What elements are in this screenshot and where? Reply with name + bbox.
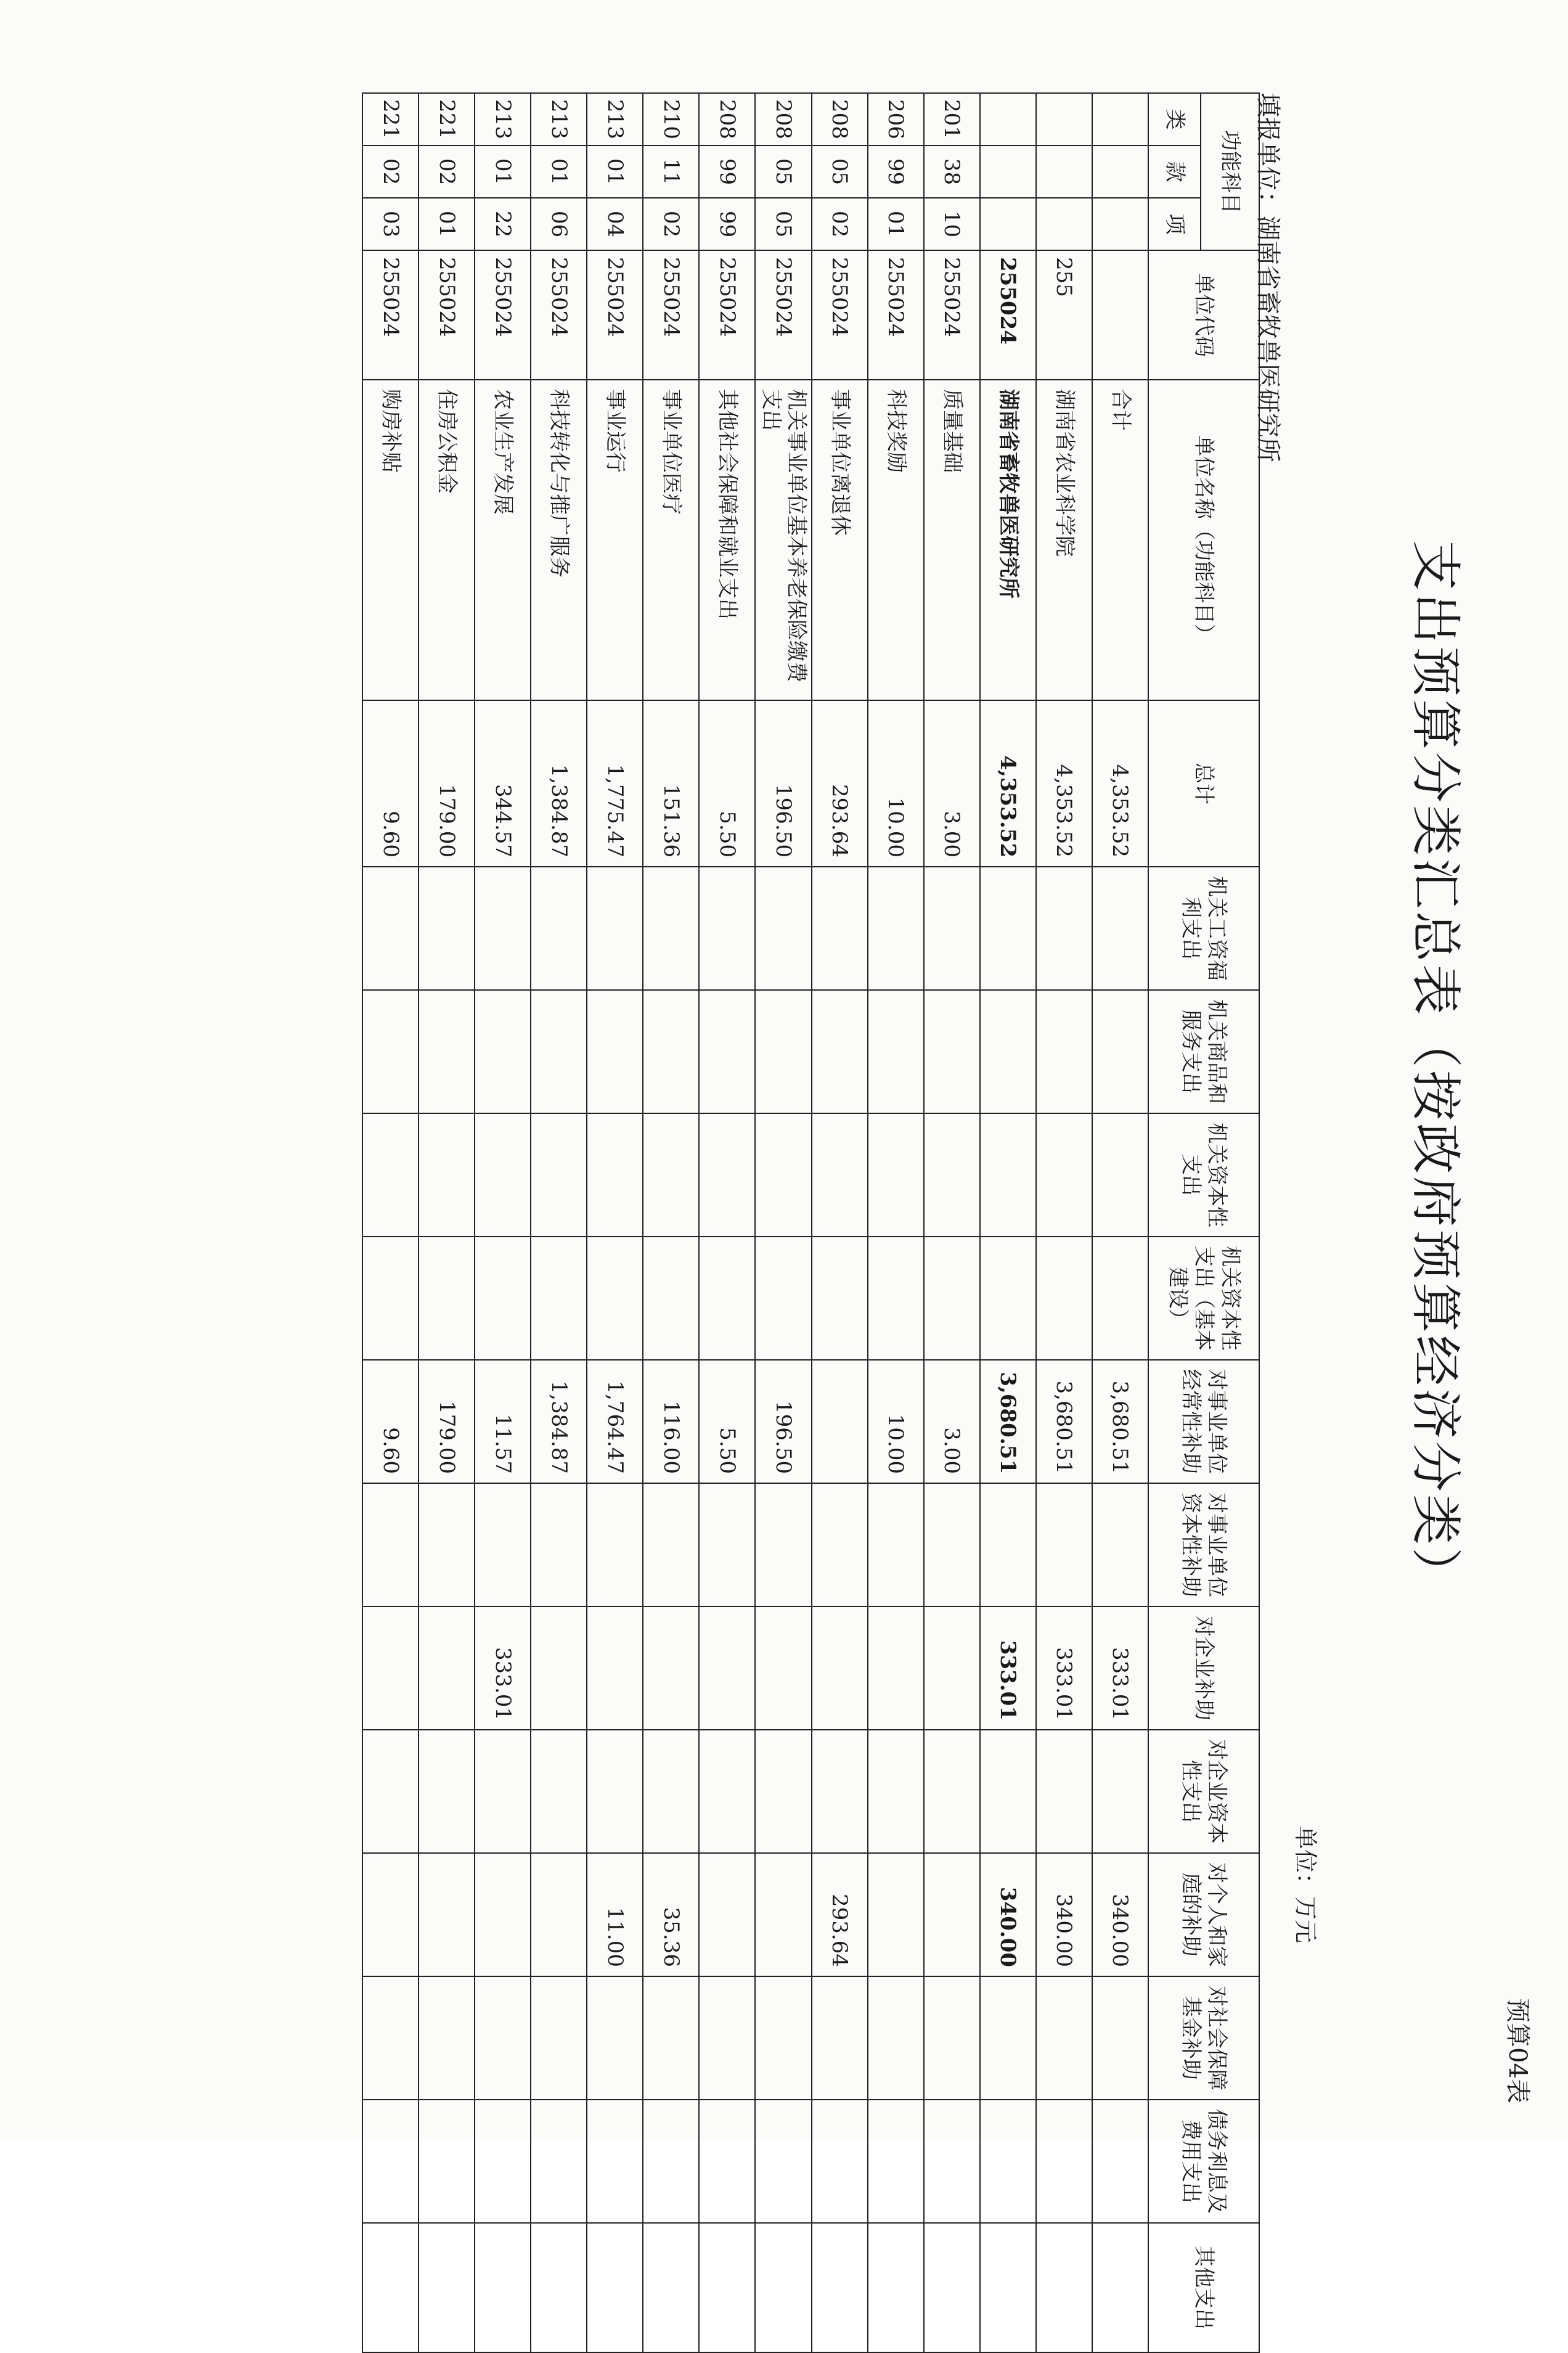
cell-col-7 xyxy=(755,1606,812,1730)
cell-col-11 xyxy=(755,2100,812,2223)
cell-total: 1,384.87 xyxy=(531,700,587,867)
cell-total: 196.50 xyxy=(755,700,812,867)
cell-col-10 xyxy=(419,1976,475,2100)
cell-col-9: 340.00 xyxy=(1092,1853,1148,1976)
table-row xyxy=(362,93,419,2352)
cell-col-9 xyxy=(419,1853,475,1976)
cell-lei: 213 xyxy=(475,93,531,145)
cell-col-12 xyxy=(1036,2223,1092,2352)
cell-col-12 xyxy=(924,2223,980,2352)
cell-col-7 xyxy=(643,1606,699,1730)
cell-col-6 xyxy=(475,1483,531,1606)
cell-unit-name: 事业运行 xyxy=(587,380,643,700)
cell-xiang: 02 xyxy=(643,198,699,250)
cell-col-6 xyxy=(419,1483,475,1606)
table-row xyxy=(531,93,587,2352)
cell-col-8 xyxy=(587,1730,643,1853)
cell-col-11 xyxy=(475,2100,531,2223)
header-col-9: 对个人和家庭的补助 xyxy=(1148,1853,1259,1976)
header-lei: 类 xyxy=(1148,93,1201,145)
cell-col-12 xyxy=(362,2223,419,2352)
cell-col-4 xyxy=(419,1237,475,1360)
cell-col-8 xyxy=(419,1730,475,1853)
cell-col-1 xyxy=(475,867,531,990)
cell-lei xyxy=(1092,93,1148,145)
header-function-subject: 功能科目 xyxy=(1201,93,1259,250)
cell-col-4 xyxy=(755,1237,812,1360)
cell-col-8 xyxy=(362,1730,419,1853)
cell-col-12 xyxy=(643,2223,699,2352)
cell-col-7: 333.01 xyxy=(1036,1606,1092,1730)
cell-col-1 xyxy=(812,867,868,990)
cell-col-12 xyxy=(1092,2223,1148,2352)
cell-col-3 xyxy=(362,1113,419,1237)
form-number: 预算04表 xyxy=(1503,1998,1532,2103)
cell-col-12 xyxy=(755,2223,812,2352)
cell-col-1 xyxy=(419,867,475,990)
cell-col-5 xyxy=(812,1360,868,1483)
cell-xiang: 22 xyxy=(475,198,531,250)
cell-col-3 xyxy=(755,1113,812,1237)
cell-col-7 xyxy=(419,1606,475,1730)
cell-col-11 xyxy=(419,2100,475,2223)
header-kuan: 款 xyxy=(1148,145,1201,198)
header-col-8: 对企业资本性支出 xyxy=(1148,1730,1259,1853)
cell-col-3 xyxy=(924,1113,980,1237)
cell-col-8 xyxy=(980,1730,1036,1853)
cell-xiang xyxy=(1036,198,1092,250)
cell-col-11 xyxy=(643,2100,699,2223)
cell-col-4 xyxy=(475,1237,531,1360)
cell-col-7 xyxy=(362,1606,419,1730)
cell-col-1 xyxy=(755,867,812,990)
cell-col-9: 340.00 xyxy=(980,1853,1036,1976)
table-row xyxy=(1036,93,1092,2352)
cell-col-11 xyxy=(924,2100,980,2223)
header-xiang: 项 xyxy=(1148,198,1201,250)
cell-xiang: 99 xyxy=(699,198,755,250)
header-col-7: 对企业补助 xyxy=(1148,1606,1259,1730)
header-col-6: 对事业单位资本性补助 xyxy=(1148,1483,1259,1606)
cell-unit-code: 255024 xyxy=(531,250,587,380)
cell-col-12 xyxy=(812,2223,868,2352)
cell-unit-name: 湖南省农业科学院 xyxy=(1036,380,1092,700)
cell-total: 4,353.52 xyxy=(1036,700,1092,867)
cell-xiang: 02 xyxy=(812,198,868,250)
cell-col-3 xyxy=(419,1113,475,1237)
cell-kuan: 02 xyxy=(419,145,475,198)
cell-kuan: 99 xyxy=(868,145,924,198)
cell-col-8 xyxy=(699,1730,755,1853)
cell-kuan: 05 xyxy=(755,145,812,198)
cell-col-10 xyxy=(643,1976,699,2100)
cell-col-9 xyxy=(868,1853,924,1976)
table-row xyxy=(699,93,755,2352)
cell-col-1 xyxy=(587,867,643,990)
cell-col-2 xyxy=(699,990,755,1113)
cell-col-9 xyxy=(531,1853,587,1976)
cell-unit-name: 事业单位离退休 xyxy=(812,380,868,700)
cell-total: 10.00 xyxy=(868,700,924,867)
cell-col-5: 116.00 xyxy=(643,1360,699,1483)
cell-lei: 208 xyxy=(755,93,812,145)
cell-col-10 xyxy=(1092,1976,1148,2100)
cell-unit-name: 湖南省畜牧兽医研究所 xyxy=(980,380,1036,700)
cell-col-5: 3,680.51 xyxy=(980,1360,1036,1483)
cell-kuan: 01 xyxy=(531,145,587,198)
cell-col-11 xyxy=(587,2100,643,2223)
cell-col-10 xyxy=(475,1976,531,2100)
cell-col-12 xyxy=(980,2223,1036,2352)
cell-col-6 xyxy=(868,1483,924,1606)
header-col-1: 机关工资福利支出 xyxy=(1148,867,1259,990)
cell-xiang: 01 xyxy=(868,198,924,250)
cell-lei: 221 xyxy=(419,93,475,145)
cell-col-9: 11.00 xyxy=(587,1853,643,1976)
cell-unit-name: 购房补贴 xyxy=(362,380,419,700)
header-col-4: 机关资本性支出（基本建设） xyxy=(1148,1237,1259,1360)
header-unit-name: 单位名称（功能科目） xyxy=(1148,380,1259,700)
cell-total: 5.50 xyxy=(699,700,755,867)
header-unit-code: 单位代码 xyxy=(1148,250,1259,380)
cell-total: 179.00 xyxy=(419,700,475,867)
cell-col-6 xyxy=(1036,1483,1092,1606)
cell-col-3 xyxy=(868,1113,924,1237)
cell-total: 4,353.52 xyxy=(980,700,1036,867)
cell-col-11 xyxy=(868,2100,924,2223)
cell-col-3 xyxy=(1092,1113,1148,1237)
cell-col-5: 5.50 xyxy=(699,1360,755,1483)
table-row xyxy=(868,93,924,2352)
cell-col-11 xyxy=(362,2100,419,2223)
cell-col-4 xyxy=(868,1237,924,1360)
header-col-12: 其他支出 xyxy=(1148,2223,1259,2352)
cell-col-12 xyxy=(475,2223,531,2352)
cell-xiang: 04 xyxy=(587,198,643,250)
cell-col-2 xyxy=(1036,990,1092,1113)
cell-col-9 xyxy=(475,1853,531,1976)
cell-col-4 xyxy=(531,1237,587,1360)
cell-col-11 xyxy=(1036,2100,1092,2223)
cell-col-4 xyxy=(643,1237,699,1360)
cell-unit-code: 255024 xyxy=(475,250,531,380)
cell-unit-name: 机关事业单位基本养老保险缴费支出 xyxy=(755,380,812,700)
header-col-10: 对社会保障基金补助 xyxy=(1148,1976,1259,2100)
cell-lei: 213 xyxy=(531,93,587,145)
cell-col-6 xyxy=(980,1483,1036,1606)
cell-col-5: 3.00 xyxy=(924,1360,980,1483)
table-row xyxy=(812,93,868,2352)
cell-col-2 xyxy=(475,990,531,1113)
cell-col-1 xyxy=(531,867,587,990)
cell-unit-code: 255024 xyxy=(587,250,643,380)
cell-kuan: 01 xyxy=(587,145,643,198)
cell-col-8 xyxy=(812,1730,868,1853)
cell-lei: 213 xyxy=(587,93,643,145)
cell-col-8 xyxy=(1036,1730,1092,1853)
cell-col-8 xyxy=(643,1730,699,1853)
cell-col-6 xyxy=(812,1483,868,1606)
cell-kuan: 11 xyxy=(643,145,699,198)
cell-unit-code: 255024 xyxy=(980,250,1036,380)
cell-col-2 xyxy=(531,990,587,1113)
cell-unit-code xyxy=(1092,250,1148,380)
cell-unit-name: 住房公积金 xyxy=(419,380,475,700)
cell-col-1 xyxy=(643,867,699,990)
cell-xiang: 01 xyxy=(419,198,475,250)
cell-kuan: 02 xyxy=(362,145,419,198)
cell-col-6 xyxy=(587,1483,643,1606)
cell-col-3 xyxy=(699,1113,755,1237)
cell-col-9 xyxy=(699,1853,755,1976)
cell-lei: 210 xyxy=(643,93,699,145)
cell-unit-code: 255024 xyxy=(812,250,868,380)
header-total: 总计 xyxy=(1148,700,1259,867)
cell-col-4 xyxy=(812,1237,868,1360)
cell-lei: 208 xyxy=(812,93,868,145)
cell-col-7 xyxy=(868,1606,924,1730)
cell-col-6 xyxy=(699,1483,755,1606)
cell-col-7 xyxy=(924,1606,980,1730)
cell-col-3 xyxy=(1036,1113,1092,1237)
cell-col-12 xyxy=(587,2223,643,2352)
cell-kuan xyxy=(980,145,1036,198)
cell-col-10 xyxy=(699,1976,755,2100)
cell-col-1 xyxy=(868,867,924,990)
cell-col-9 xyxy=(362,1853,419,1976)
cell-col-10 xyxy=(362,1976,419,2100)
table-row xyxy=(419,93,475,2352)
cell-col-11 xyxy=(531,2100,587,2223)
table-row xyxy=(755,93,812,2352)
cell-unit-name: 质量基础 xyxy=(924,380,980,700)
cell-kuan: 99 xyxy=(699,145,755,198)
cell-col-2 xyxy=(587,990,643,1113)
cell-xiang: 06 xyxy=(531,198,587,250)
cell-col-4 xyxy=(980,1237,1036,1360)
cell-total: 9.60 xyxy=(362,700,419,867)
cell-col-6 xyxy=(643,1483,699,1606)
cell-total: 344.57 xyxy=(475,700,531,867)
cell-unit-code: 255 xyxy=(1036,250,1092,380)
cell-col-5: 11.57 xyxy=(475,1360,531,1483)
table-row xyxy=(924,93,980,2352)
cell-col-10 xyxy=(924,1976,980,2100)
cell-unit-name: 科技奖励 xyxy=(868,380,924,700)
cell-xiang xyxy=(1092,198,1148,250)
cell-col-6 xyxy=(924,1483,980,1606)
cell-col-3 xyxy=(643,1113,699,1237)
cell-kuan xyxy=(1036,145,1092,198)
cell-unit-code: 255024 xyxy=(362,250,419,380)
expenditure-table xyxy=(362,92,1260,2353)
cell-col-12 xyxy=(419,2223,475,2352)
cell-col-11 xyxy=(812,2100,868,2223)
cell-unit-code: 255024 xyxy=(868,250,924,380)
cell-lei xyxy=(980,93,1036,145)
cell-col-6 xyxy=(362,1483,419,1606)
header-col-11: 债务利息及费用支出 xyxy=(1148,2100,1259,2223)
cell-col-5: 179.00 xyxy=(419,1360,475,1483)
cell-kuan xyxy=(1092,145,1148,198)
cell-col-8 xyxy=(755,1730,812,1853)
cell-col-6 xyxy=(1092,1483,1148,1606)
cell-col-2 xyxy=(362,990,419,1113)
cell-col-8 xyxy=(868,1730,924,1853)
cell-col-1 xyxy=(924,867,980,990)
cell-col-4 xyxy=(1036,1237,1092,1360)
cell-col-1 xyxy=(980,867,1036,990)
cell-col-11 xyxy=(699,2100,755,2223)
header-col-2: 机关商品和服务支出 xyxy=(1148,990,1259,1113)
cell-col-5: 1,384.87 xyxy=(531,1360,587,1483)
cell-total: 293.64 xyxy=(812,700,868,867)
cell-col-5: 196.50 xyxy=(755,1360,812,1483)
cell-col-1 xyxy=(362,867,419,990)
cell-col-5: 3,680.51 xyxy=(1092,1360,1148,1483)
cell-unit-code: 255024 xyxy=(755,250,812,380)
cell-unit-name: 科技转化与推广服务 xyxy=(531,380,587,700)
cell-col-1 xyxy=(1092,867,1148,990)
cell-col-2 xyxy=(924,990,980,1113)
cell-unit-code: 255024 xyxy=(924,250,980,380)
cell-col-3 xyxy=(812,1113,868,1237)
cell-col-9: 35.36 xyxy=(643,1853,699,1976)
cell-col-5: 9.60 xyxy=(362,1360,419,1483)
cell-col-11 xyxy=(980,2100,1036,2223)
table-row xyxy=(587,93,643,2352)
cell-lei: 206 xyxy=(868,93,924,145)
cell-col-7: 333.01 xyxy=(475,1606,531,1730)
cell-unit-code: 255024 xyxy=(419,250,475,380)
cell-col-2 xyxy=(868,990,924,1113)
cell-col-11 xyxy=(1092,2100,1148,2223)
unit-label: 单位：万元 xyxy=(1292,1825,1319,1943)
cell-unit-name: 农业生产发展 xyxy=(475,380,531,700)
cell-col-6 xyxy=(531,1483,587,1606)
cell-col-2 xyxy=(643,990,699,1113)
cell-col-10 xyxy=(587,1976,643,2100)
cell-total: 151.36 xyxy=(643,700,699,867)
cell-col-6 xyxy=(755,1483,812,1606)
cell-col-2 xyxy=(419,990,475,1113)
cell-lei xyxy=(1036,93,1092,145)
cell-col-1 xyxy=(1036,867,1092,990)
cell-col-10 xyxy=(812,1976,868,2100)
cell-col-4 xyxy=(924,1237,980,1360)
page-title: 支出预算分类汇总表（按政府预算经济分类） xyxy=(1406,539,1464,1600)
cell-col-10 xyxy=(980,1976,1036,2100)
cell-col-4 xyxy=(362,1237,419,1360)
cell-col-7 xyxy=(812,1606,868,1730)
cell-col-2 xyxy=(1092,990,1148,1113)
cell-xiang: 03 xyxy=(362,198,419,250)
cell-col-10 xyxy=(868,1976,924,2100)
cell-unit-name: 其他社会保障和就业支出 xyxy=(699,380,755,700)
cell-col-4 xyxy=(1092,1237,1148,1360)
cell-col-2 xyxy=(755,990,812,1113)
cell-col-10 xyxy=(531,1976,587,2100)
cell-col-7 xyxy=(531,1606,587,1730)
cell-lei: 221 xyxy=(362,93,419,145)
cell-unit-code: 255024 xyxy=(643,250,699,380)
cell-col-3 xyxy=(587,1113,643,1237)
cell-col-7 xyxy=(699,1606,755,1730)
cell-lei: 208 xyxy=(699,93,755,145)
cell-col-4 xyxy=(699,1237,755,1360)
cell-col-5: 10.00 xyxy=(868,1360,924,1483)
cell-col-8 xyxy=(1092,1730,1148,1853)
cell-col-10 xyxy=(1036,1976,1092,2100)
table-row xyxy=(475,93,531,2352)
cell-xiang: 10 xyxy=(924,198,980,250)
cell-unit-code: 255024 xyxy=(699,250,755,380)
cell-xiang xyxy=(980,198,1036,250)
cell-col-2 xyxy=(812,990,868,1113)
cell-kuan: 38 xyxy=(924,145,980,198)
cell-col-9: 293.64 xyxy=(812,1853,868,1976)
cell-total: 4,353.52 xyxy=(1092,700,1148,867)
cell-col-3 xyxy=(531,1113,587,1237)
cell-col-5: 3,680.51 xyxy=(1036,1360,1092,1483)
cell-col-4 xyxy=(587,1237,643,1360)
cell-col-7 xyxy=(587,1606,643,1730)
cell-col-7: 333.01 xyxy=(1092,1606,1148,1730)
header-col-5: 对事业单位经常性补助 xyxy=(1148,1360,1259,1483)
cell-unit-name: 事业单位医疗 xyxy=(643,380,699,700)
table-row xyxy=(980,93,1036,2352)
cell-col-8 xyxy=(924,1730,980,1853)
cell-total: 1,775.47 xyxy=(587,700,643,867)
cell-col-7: 333.01 xyxy=(980,1606,1036,1730)
cell-col-2 xyxy=(980,990,1036,1113)
cell-col-12 xyxy=(531,2223,587,2352)
table-row xyxy=(1092,93,1148,2352)
cell-col-9 xyxy=(755,1853,812,1976)
header-col-3: 机关资本性支出 xyxy=(1148,1113,1259,1237)
cell-unit-name: 合计 xyxy=(1092,380,1148,700)
cell-col-9 xyxy=(924,1853,980,1976)
table-row xyxy=(643,93,699,2352)
cell-col-3 xyxy=(475,1113,531,1237)
cell-col-9: 340.00 xyxy=(1036,1853,1092,1976)
cell-kuan: 05 xyxy=(812,145,868,198)
cell-kuan: 01 xyxy=(475,145,531,198)
filing-unit-label: 填报单位：湖南省畜牧兽医研究所 xyxy=(1254,92,1282,462)
cell-col-1 xyxy=(699,867,755,990)
cell-col-10 xyxy=(755,1976,812,2100)
cell-xiang: 05 xyxy=(755,198,812,250)
cell-lei: 201 xyxy=(924,93,980,145)
cell-col-12 xyxy=(868,2223,924,2352)
cell-col-8 xyxy=(531,1730,587,1853)
cell-col-8 xyxy=(475,1730,531,1853)
cell-total: 3.00 xyxy=(924,700,980,867)
cell-col-12 xyxy=(699,2223,755,2352)
cell-col-3 xyxy=(980,1113,1036,1237)
cell-col-5: 1,764.47 xyxy=(587,1360,643,1483)
